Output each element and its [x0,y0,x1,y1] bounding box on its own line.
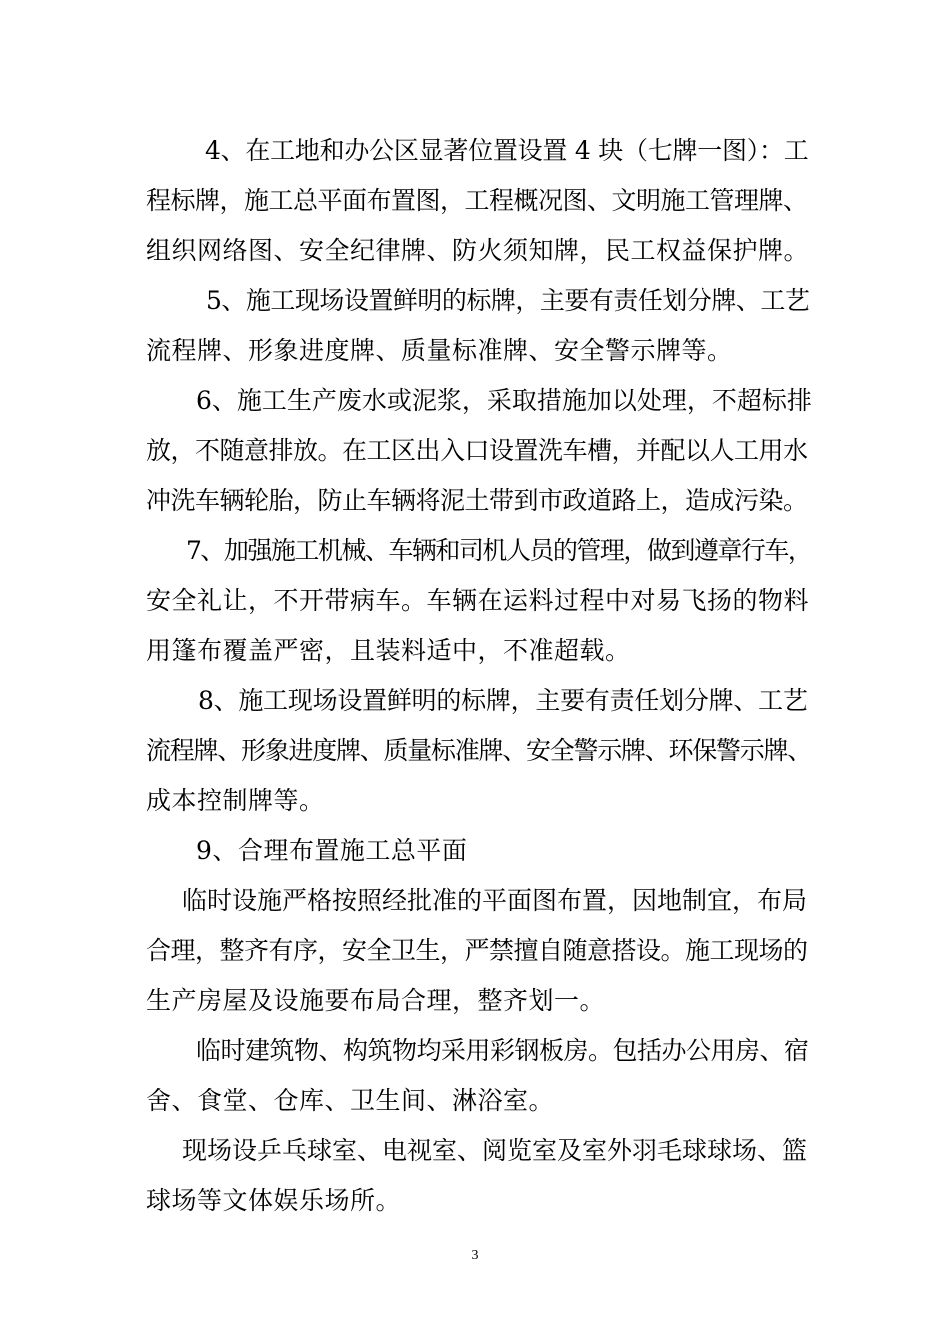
text-line: 5、施工现场设置鲜明的标牌，主要有责任划分牌、工艺 [206,286,810,315]
text-line: 流程牌、形象进度牌、质量标准牌、安全警示牌、环保警示牌、 [146,736,812,765]
text-line: 安全礼让，不开带病车。车辆在运料过程中对易飞扬的物料 [146,586,810,615]
text-line: 4、在工地和办公区显著位置设置 4 块（七牌一图）：工 [205,136,809,165]
text-line: 用篷布覆盖严密，且装料适中，不准超载。 [146,636,631,665]
text-line: 组织网络图、安全纪律牌、防火须知牌，民工权益保护牌。 [146,236,810,265]
text-line: 临时设施严格按照经批准的平面图布置，因地制宜，布局 [182,886,808,915]
section-heading: 9、合理布置施工总平面 [196,836,468,865]
text-line: 成本控制牌等。 [146,786,325,815]
text-line: 8、施工现场设置鲜明的标牌，主要有责任划分牌、工艺 [198,686,808,715]
text-line: 冲洗车辆轮胎，防止车辆将泥土带到市政道路上，造成污染。 [146,486,808,515]
text-line: 放，不随意排放。在工区出入口设置洗车槽，并配以人工用水 [146,436,808,465]
text-line: 程标牌，施工总平面布置图，工程概况图、文明施工管理牌、 [146,186,808,215]
text-line: 6、施工生产废水或泥浆，采取措施加以处理，不超标排 [196,386,812,415]
text-line: 球场等文体娱乐场所。 [146,1186,402,1215]
text-line: 7、加强施工机械、车辆和司机人员的管理，做到遵章行车， [186,536,812,565]
page-number: 3 [471,1248,479,1263]
text-line: 临时建筑物、构筑物均采用彩钢板房。包括办公用房、宿 [196,1036,809,1065]
text-line: 合理，整齐有序，安全卫生，严禁擅自随意搭设。施工现场的 [146,936,808,965]
text-line: 舍、食堂、仓库、卫生间、淋浴室。 [146,1086,555,1115]
text-line: 现场设乒乓球室、电视室、阅览室及室外羽毛球球场、篮 [182,1136,808,1165]
text-line: 流程牌、形象进度牌、质量标准牌、安全警示牌等。 [146,336,733,365]
text-line: 生产房屋及设施要布局合理，整齐划一。 [146,986,606,1015]
